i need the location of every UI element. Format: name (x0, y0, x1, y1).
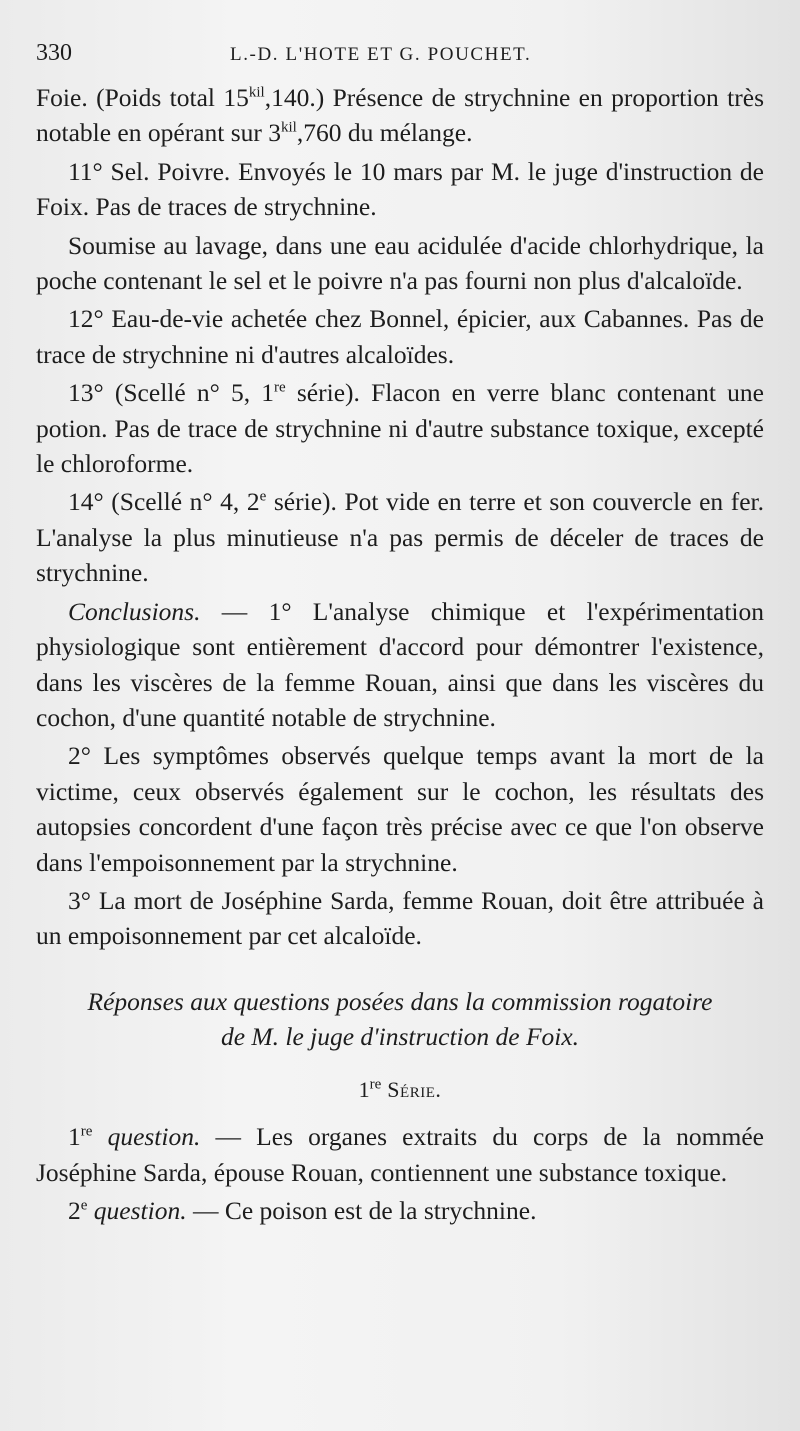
body-text (36, 80, 764, 1228)
page-number: 330 (36, 40, 72, 66)
running-head: L.-D. L'HOTE ET G. POUCHET. (230, 44, 532, 65)
paragraph-item-14: 14° (Scellé n° 4, 2e série). Pot vide en terre et son couvercle en fer. L'analyse la plus minutieuse n'a pas permis de déceler de traces de strychnine. (36, 487, 764, 588)
paragraph-conclusion-3: 3° La mort de Joséphine Sarda, femme Rouan, doit être attribuée à un empoisonnement par cet alcaloïde. (36, 885, 764, 951)
paragraph-foie: Foie. (Poids total $15^{kil},140$.) Présence de strychnine en proportion très notable en opérant sur $3^{kil},760$ du mélange. (36, 83, 764, 148)
paragraph-item-12: 12° Eau-de-vie achetée chez Bonnel, épicier, aux Cabannes. Pas de trace de strychnine ni d'autres alcaloïdes. (36, 304, 764, 369)
paragraph-conclusion-2: 2° Les symptômes observés quelque temps avant la mort de la victime, ceux observés également sur le cochon, les résultats des autopsies concordent d'une façon très précise avec ce que l'on observe dans l'empoisonnement par la strychnine. (36, 741, 764, 877)
paragraph-question-2: 2e question. — Ce poison est de la strychnine. (68, 1195, 537, 1225)
paragraph-item-11: 11° Sel. Poivre. Envoyés le 10 mars par M. le juge d'instruction de Foix. Pas de traces de strychnine. (36, 156, 764, 222)
paragraph-conclusions: Conclusions. — 1° L'analyse chimique et l'expérimentation physiologique sont entièrement d'accord pour démontrer l'existence, dans les viscères de la femme Rouan, ainsi que dans les viscères du cochon, d'une quantité notable de strychnine. (36, 596, 764, 732)
paragraph-question-1: 1re question. — Les organes extraits du corps de la nommée Joséphine Sarda, épouse Rouan, contiennent une substance toxique. (36, 1122, 764, 1187)
page-header (36, 40, 764, 80)
responses-heading: Réponses aux questions posées dans la commission rogatoire de M. le juge d'instruction de Foix. (87, 986, 713, 1051)
paragraph-item-13: 13° (Scellé n° 5, 1re série). Flacon en verre blanc contenant une potion. Pas de trace de strychnine ni d'autre substance toxique, excepté le chloroforme. (36, 378, 764, 479)
series-heading: 1re Série. (358, 1076, 442, 1102)
paragraph-lavage: Soumise au lavage, dans une eau acidulée d'acide chlorhydrique, la poche contenant le sel et le poivre n'a pas fourni non plus d'alcaloïde. (36, 230, 764, 296)
conclusions-label: Conclusions. (68, 596, 201, 626)
